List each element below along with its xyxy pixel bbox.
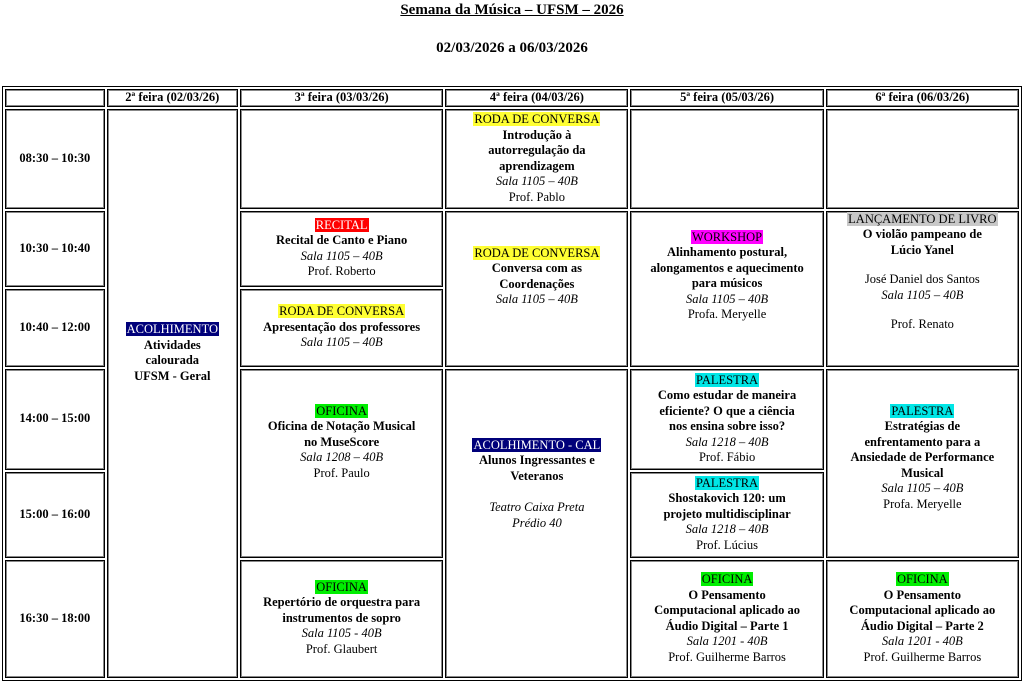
event-prof: Prof. Renato (890, 317, 954, 331)
time-slot: 08:30 – 10:30 (5, 109, 105, 209)
event-room: Sala 1218 – 40B (685, 522, 769, 537)
event-room: Sala 1105 – 40B (495, 174, 578, 188)
event-fri-ansiedade (826, 369, 1019, 558)
event-title: nos ensina sobre isso? (669, 419, 786, 433)
event-room: Sala 1201 - 40B (881, 634, 963, 648)
event-tue-recital (240, 211, 443, 287)
event-prof: Prof. Pablo (508, 189, 566, 204)
time-slot: 10:30 – 10:40 (5, 211, 105, 287)
event-tag: RODA DE CONVERSA (474, 112, 600, 126)
event-tag: OFICINA (316, 579, 367, 594)
event-title: Ansiedade de Performance (850, 450, 995, 464)
event-title: Musical (901, 465, 944, 480)
event-title: Estratégias de (884, 419, 961, 433)
event-room: Sala 1105 – 40B (881, 287, 964, 302)
event-title: para músicos (691, 276, 763, 290)
event-room: Sala 1208 – 40B (300, 450, 384, 464)
empty-cell (240, 109, 443, 209)
event-title: Lúcio Yanel (890, 242, 954, 257)
corner-cell (5, 89, 105, 107)
event-tag: PALESTRA (696, 475, 759, 490)
event-prof: Prof. Guilherme Barros (668, 649, 786, 664)
event-title: no MuseScore (304, 434, 380, 449)
event-prof: Prof. Roberto (307, 264, 376, 278)
event-title: O violão pampeano de (862, 227, 982, 241)
event-prof: Prof. Fábio (698, 450, 756, 464)
empty-cell (630, 109, 823, 209)
event-title: eficiente? O que a ciência (659, 403, 795, 418)
event-tue-musescore (240, 369, 443, 558)
event-title: instrumentos de sopro (282, 610, 401, 625)
day-header-fri: 6ª feira (06/03/26) (826, 89, 1019, 107)
event-prof: Prof. Paulo (313, 465, 370, 480)
event-title: Como estudar de maneira (657, 388, 797, 402)
event-tag: PALESTRA (891, 403, 954, 418)
event-title: Conversa com as (491, 261, 583, 275)
event-wed-autorregulacao (445, 109, 628, 209)
event-prof: Profa. Meryelle (883, 496, 962, 511)
event-tag: LANÇAMENTO DE LIVRO (848, 211, 997, 226)
event-room: Sala 1105 – 40B (300, 335, 383, 350)
event-title: alongamentos e aquecimento (650, 260, 804, 275)
event-title: Computacional aplicado ao (849, 603, 996, 617)
event-room: Sala 1218 – 40B (685, 434, 769, 449)
event-title: Veteranos (510, 468, 564, 483)
event-title: Apresentação dos professores (263, 319, 421, 334)
event-title: O Pensamento (883, 587, 962, 602)
day-header-thu: 5ª feira (05/03/26) (630, 89, 823, 107)
event-tag: OFICINA (897, 572, 948, 586)
event-tue-sopro (240, 560, 443, 678)
event-title: Recital de Canto e Piano (276, 233, 408, 247)
event-tag: WORKSHOP (691, 229, 763, 244)
schedule-table (2, 86, 1022, 681)
event-prof: Prof. Glaubert (305, 641, 378, 656)
event-tag: OFICINA (316, 403, 367, 418)
event-prof: Profa. Meryelle (687, 307, 767, 321)
event-prof: Prof. Lúcius (696, 537, 758, 552)
time-slot: 14:00 – 15:00 (5, 369, 105, 470)
event-title: Introdução à (502, 127, 572, 142)
event-tag: OFICINA (701, 572, 753, 586)
event-tue-apresentacao (240, 289, 443, 367)
time-slot: 10:40 – 12:00 (5, 289, 105, 367)
time-slot: 15:00 – 16:00 (5, 472, 105, 558)
event-thu-workshop (630, 211, 823, 367)
event-author: José Daniel dos Santos (864, 272, 980, 286)
event-thu-audio1 (630, 560, 823, 678)
event-room: Sala 1105 – 40B (881, 481, 964, 495)
event-title: Repertório de orquestra para (263, 595, 421, 610)
day-header-mon: 2ª feira (02/03/26) (107, 89, 238, 107)
event-prof: Prof. Guilherme Barros (863, 649, 982, 664)
event-fri-livro (826, 211, 1019, 367)
event-title: Shostakovich 120: um (668, 491, 786, 506)
event-title: Oficina de Notação Musical (267, 419, 416, 433)
event-tag: ACOLHIMENTO (126, 322, 219, 336)
event-room: Sala 1105 – 40B (495, 292, 578, 306)
event-room: Sala 1105 - 40B (301, 626, 382, 641)
event-room: Sala 1105 – 40B (686, 291, 769, 306)
document-title: Semana da Música – UFSM – 2026 (400, 2, 624, 18)
event-tag: RODA DE CONVERSA (279, 304, 405, 319)
day-header-wed: 4ª feira (04/03/26) (445, 89, 628, 107)
event-wed-coordenacoes (445, 211, 628, 367)
event-tag: RECITAL (315, 217, 368, 232)
empty-cell (826, 109, 1019, 209)
event-place: Prédio 40 (512, 515, 562, 530)
event-tag: ACOLHIMENTO - CAL (473, 437, 601, 452)
event-title: Atividades (143, 337, 201, 352)
event-wed-acolhimento-cal (445, 369, 628, 678)
event-title: projeto multidisciplinar (663, 506, 791, 521)
event-title: autorregulação da (488, 143, 586, 157)
event-title: Áudio Digital – Parte 2 (860, 618, 984, 633)
event-title: calourada (145, 353, 200, 367)
event-place: Teatro Caixa Preta (489, 500, 585, 514)
event-title: aprendizagem (499, 158, 575, 173)
event-mon-acolhimento (107, 109, 238, 678)
event-thu-estudar (630, 369, 823, 470)
event-title: enfrentamento para a (864, 434, 981, 449)
event-title: Alunos Ingressantes e (479, 453, 595, 467)
event-title: UFSM - Geral (134, 368, 211, 383)
event-title: Coordenações (499, 276, 575, 291)
event-fri-audio2 (826, 560, 1019, 678)
event-room: Sala 1201 - 40B (686, 634, 768, 648)
event-tag: PALESTRA (696, 372, 759, 387)
time-slot: 16:30 – 18:00 (5, 560, 105, 678)
document-dates: 02/03/2026 a 06/03/2026 (436, 40, 588, 56)
event-title: Computacional aplicado ao (654, 603, 800, 617)
event-tag: RODA DE CONVERSA (474, 245, 600, 260)
event-room: Sala 1105 – 40B (300, 248, 383, 263)
day-header-tue: 3ª feira (03/03/26) (240, 89, 443, 107)
event-thu-shostakovich (630, 472, 823, 558)
event-title: Áudio Digital – Parte 1 (665, 618, 789, 633)
event-title: Alinhamento postural, (666, 245, 788, 259)
event-title: O Pensamento (688, 587, 766, 602)
